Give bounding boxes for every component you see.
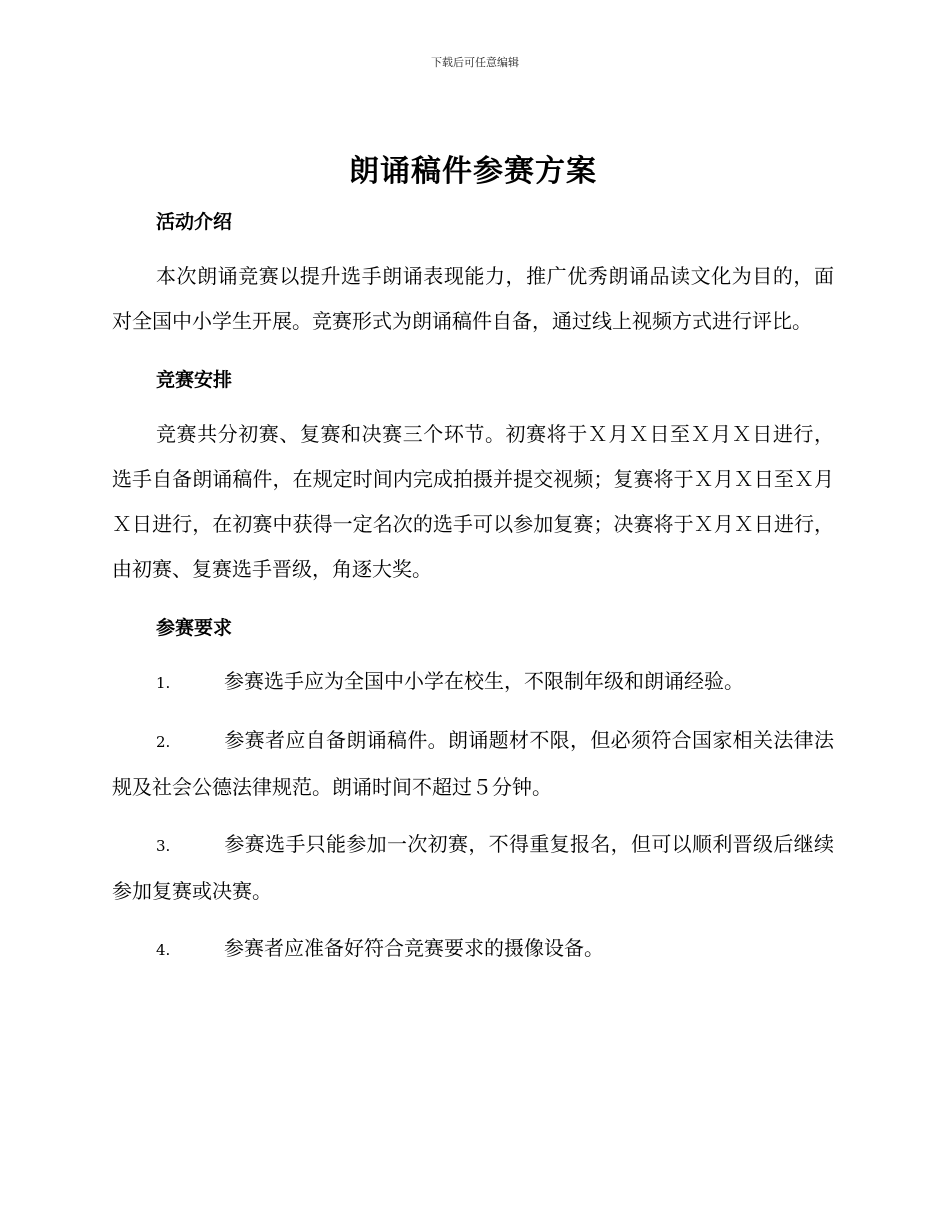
- section-heading-competition-schedule: 竞赛安排: [156, 369, 233, 391]
- requirements-list: [112, 659, 834, 973]
- activity-intro-paragraph: 本次朗诵竞赛以提升选手朗诵表现能力，推广优秀朗诵品读文化为目的，面对全国中小学生开展。竞赛形式为朗诵稿件自备，通过线上视频方式进行评比。: [112, 264, 834, 333]
- list-item-number: 3.: [156, 837, 171, 855]
- list-item-number: 2.: [156, 733, 171, 751]
- list-item-number: 4.: [156, 941, 171, 959]
- list-item-number: 1.: [156, 674, 171, 692]
- section-heading-requirements: 参赛要求: [156, 617, 233, 639]
- document-body: [112, 148, 834, 985]
- header-note: 下载后可任意编辑: [431, 56, 519, 69]
- list-item-text: 参赛选手应为全国中小学在校生，不限制年级和朗诵经验。: [224, 669, 744, 693]
- list-item: [112, 718, 834, 810]
- list-item-text: 参赛者应准备好符合竞赛要求的摄像设备。: [224, 936, 604, 960]
- section-heading-activity-intro: 活动介绍: [156, 211, 233, 233]
- list-item: [112, 926, 834, 973]
- document-title: 朗诵稿件参赛方案: [349, 154, 597, 189]
- list-item: [112, 822, 834, 914]
- list-item: [112, 659, 834, 706]
- list-item-text: 参赛选手只能参加一次初赛，不得重复报名，但可以顺利晋级后继续参加复赛或决赛。: [112, 832, 834, 903]
- list-item-text: 参赛者应自备朗诵稿件。朗诵题材不限，但必须符合国家相关法律法规及社会公德法律规范。朗诵时间不超过５分钟。: [112, 728, 834, 799]
- competition-schedule-paragraph: 竞赛共分初赛、复赛和决赛三个环节。初赛将于Ｘ月Ｘ日至Ｘ月Ｘ日进行，选手自备朗诵稿件，在规定时间内完成拍摄并提交视频；复赛将于Ｘ月Ｘ日至Ｘ月Ｘ日进行，在初赛中获得一定名次的选手可以参加复赛；决赛将于Ｘ月Ｘ日进行，由初赛、复赛选手晋级，角逐大奖。: [112, 422, 834, 581]
